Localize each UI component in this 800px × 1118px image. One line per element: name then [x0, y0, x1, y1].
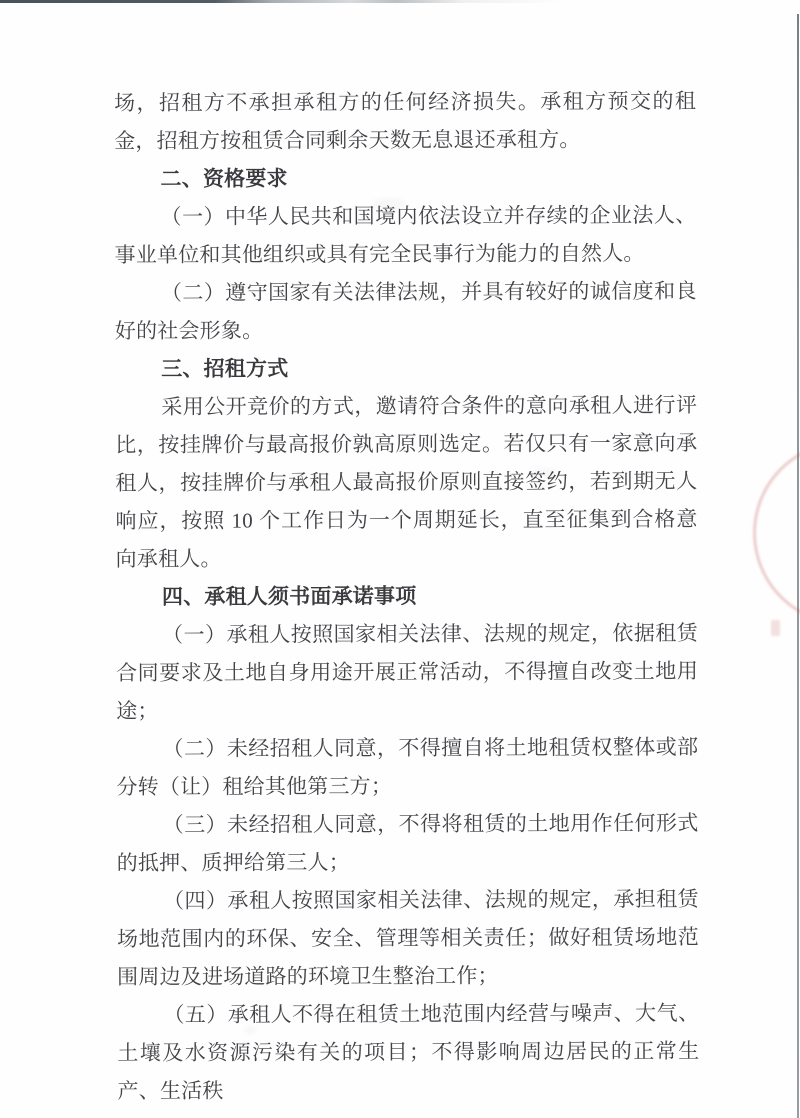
paragraph: （一）中华人民共和国境内依法设立并存续的企业法人、事业单位和其他组织或具有完全民事行为能力的自然人。 [114, 202, 697, 267]
paragraph: （五）承租人不得在租赁土地范围内经营与噪声、大气、土壤及水资源污染有关的项目；不得影响周边居民的正常生产、生活秩 [117, 1000, 700, 1103]
paragraph: 采用公开竞价的方式，邀请符合条件的意向承租人进行评比，按挂牌价与最高报价孰高原则选定。若仅只有一家意向承租人，按挂牌价与承租人最高报价原则直接签约，若到期无人响应，按照 10 个工作日为一个周期延长，直至征集到合格意向承租人。 [115, 392, 698, 571]
red-seal-stamp-arc [753, 441, 800, 625]
paragraph: （一）承租人按照国家相关法律、法规的规定，依据租赁合同要求及土地自身用途开展正常活动，不得擅自改变土地用途； [116, 620, 699, 723]
section-heading-4: 四、承租人须书面承诺事项 [161, 583, 417, 609]
paragraph: （三）未经招租人同意，不得将租赁的土地用作任何形式的抵押、质押给第三人； [116, 810, 699, 875]
paragraph: （二）遵守国家有关法律法规，并具有较好的诚信度和良好的社会形象。 [114, 278, 697, 343]
paragraph: （四）承租人按照国家相关法律、法规的规定，承担租赁场地范围内的环保、安全、管理等相关责任；做好租赁场地范围周边及进场道路的环境卫生整治工作； [116, 886, 700, 989]
document-text-block [114, 82, 700, 1110]
paragraph: （二）未经招租人同意，不得擅自将土地租赁权整体或部分转（让）租给其他第三方； [116, 734, 699, 799]
red-seal-stamp-speck [771, 620, 780, 636]
scan-artifact-top-strip [0, 0, 565, 3]
section-heading-3: 三、招租方式 [161, 356, 289, 381]
section-heading-2: 二、资格要求 [160, 166, 288, 191]
paragraph-continuation: 场，招租方不承担承租方的任何经济损失。承租方预交的租金，招租方按租赁合同剩余天数无息退还承租方。 [114, 88, 697, 153]
